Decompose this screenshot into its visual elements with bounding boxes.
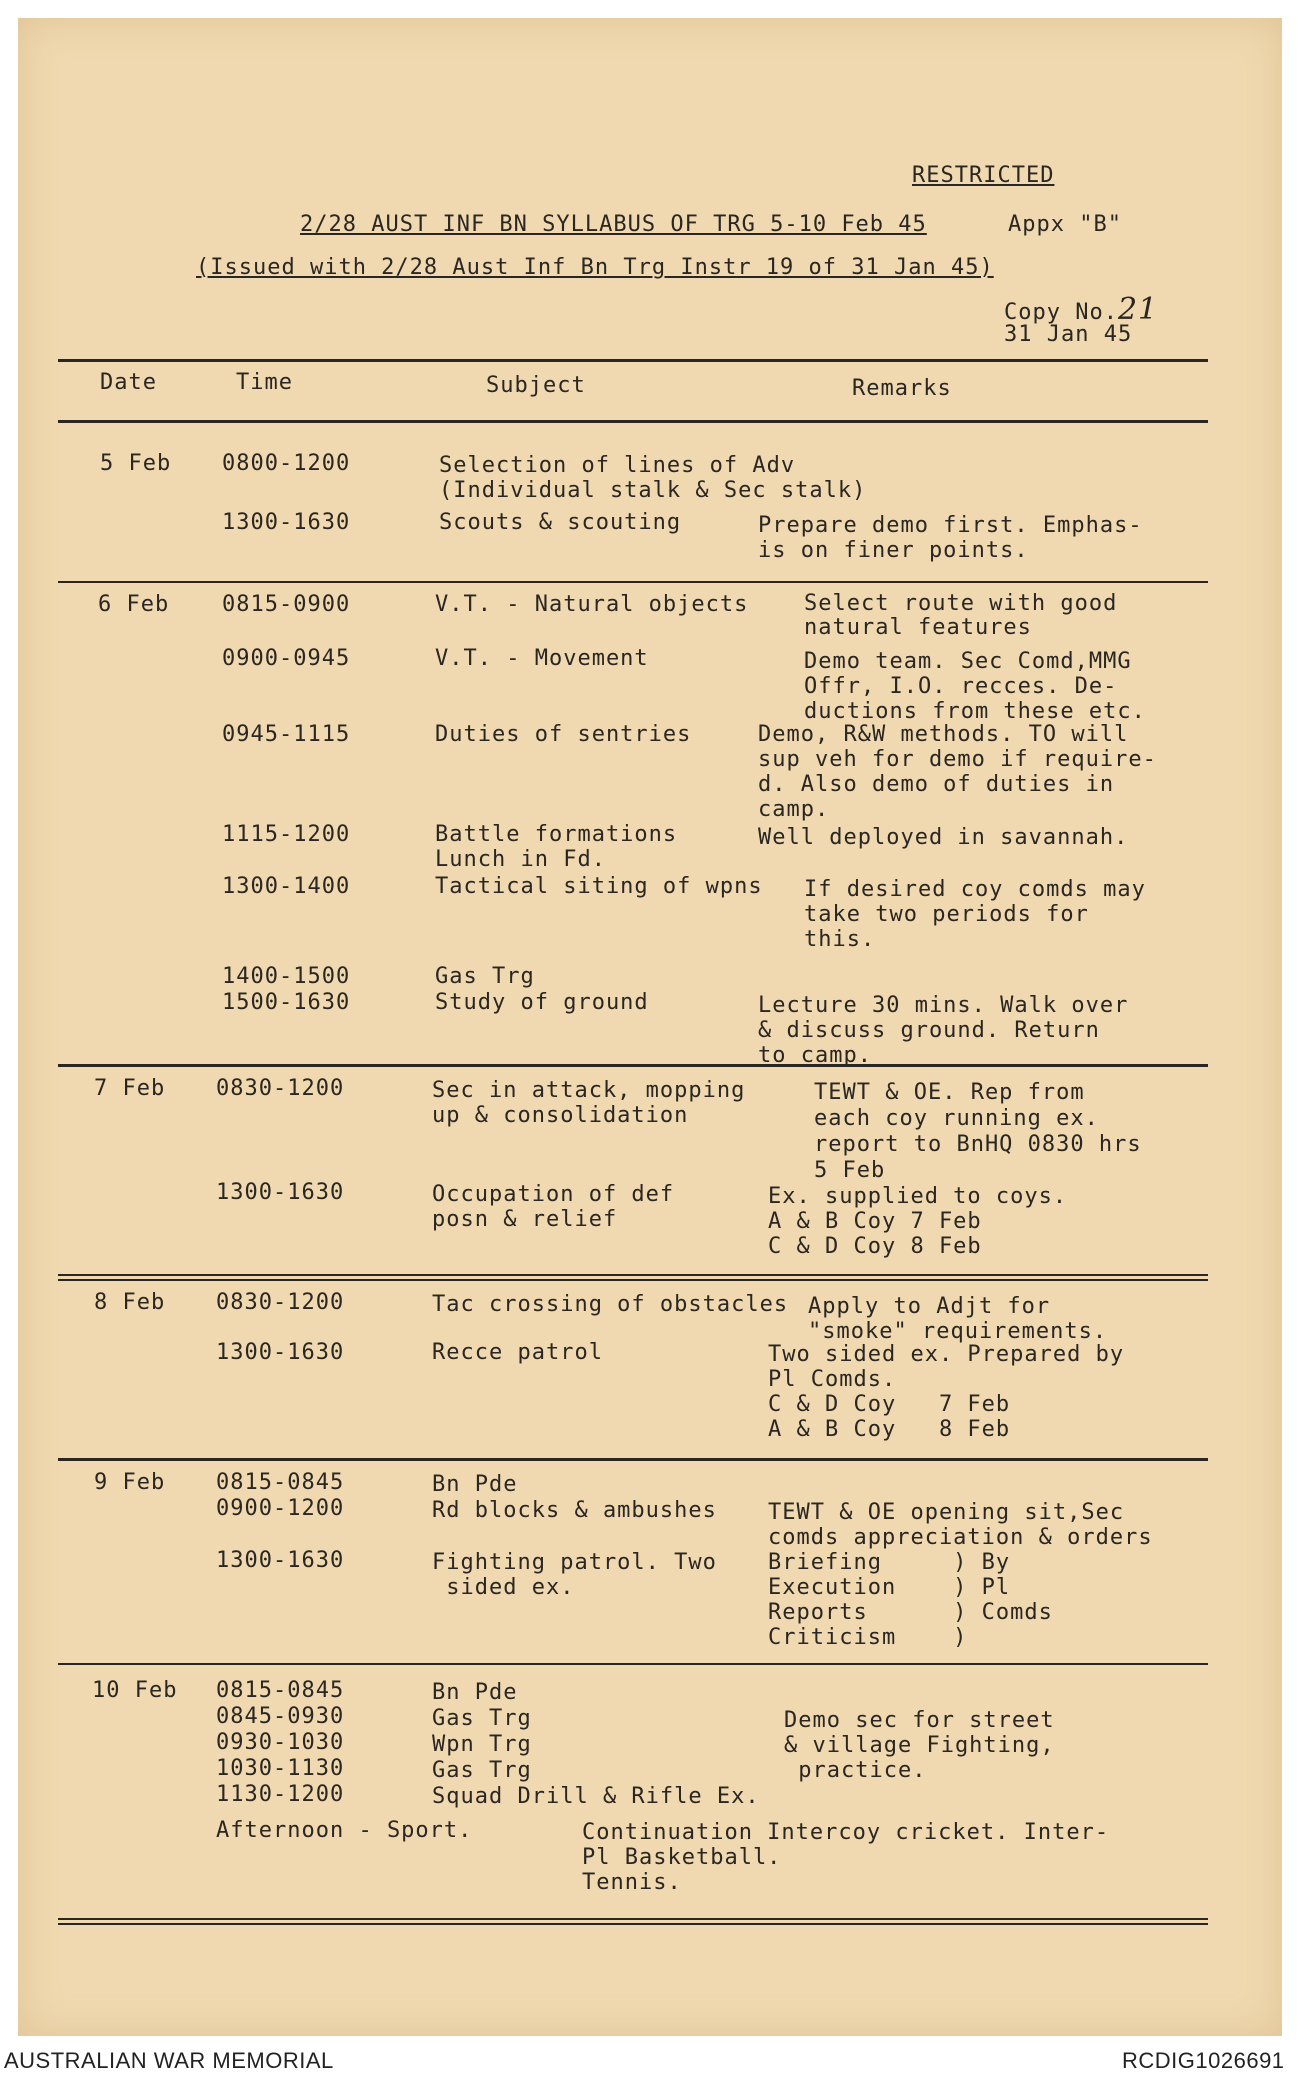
- row-time: 1300-1630: [216, 1340, 345, 1365]
- row-remarks: TEWT & OE. Rep from each coy running ex. report to BnHQ 0830 hrs 5 Feb: [814, 1080, 1142, 1183]
- row-time: 0815-0900: [222, 592, 351, 617]
- row-subject: Bn Pde: [432, 1472, 518, 1497]
- row-subject: V.T. - Natural objects: [435, 592, 749, 617]
- row-subject: Rd blocks & ambushes: [432, 1498, 717, 1523]
- footer-source: AUSTRALIAN WAR MEMORIAL: [4, 2048, 334, 2073]
- row-subject: Gas Trg: [432, 1706, 532, 1731]
- row-time: 0800-1200: [222, 451, 351, 476]
- row-subject: Gas Trg: [435, 964, 535, 989]
- row-subject: Scouts & scouting: [439, 510, 682, 535]
- row-time: 1300-1630: [222, 510, 351, 535]
- row-subject: Tac crossing of obstacles: [432, 1292, 789, 1317]
- row-remarks: Demo, R&W methods. TO will sup veh for demo if require- d. Also demo of duties in camp.: [758, 722, 1157, 822]
- row-remarks: Two sided ex. Prepared by Pl Comds. C & D Coy 7 Feb A & B Coy 8 Feb: [768, 1342, 1125, 1442]
- row-time: 0930-1030: [216, 1730, 345, 1755]
- row-time: 0900-1200: [216, 1496, 345, 1521]
- row-remarks: Select route with good natural features: [804, 591, 1118, 640]
- row-time: 0845-0930: [216, 1704, 345, 1729]
- footer-identifier: RCDIG1026691: [1122, 2048, 1285, 2073]
- row-subject: Occupation of def posn & relief: [432, 1182, 675, 1232]
- row-remarks: Demo team. Sec Comd,MMG Offr, I.O. recces. De- ductions from these etc.: [804, 649, 1146, 724]
- row-subject: Study of ground: [435, 990, 649, 1015]
- row-time: 1300-1400: [222, 874, 351, 899]
- column-header-subject: Subject: [486, 373, 586, 398]
- document-subtitle: (Issued with 2/28 Aust Inf Bn Trg Instr 19 of 31 Jan 45): [196, 255, 994, 280]
- day-divider: [58, 1458, 1208, 1461]
- row-time: 0815-0845: [216, 1678, 345, 1703]
- day-date: 6 Feb: [98, 592, 170, 617]
- day-divider: [58, 1274, 1208, 1281]
- row-time: 0900-0945: [222, 646, 351, 671]
- day-date: 7 Feb: [94, 1076, 166, 1101]
- row-remarks: TEWT & OE opening sit,Sec comds appreciation & orders: [768, 1500, 1153, 1550]
- afternoon-entry: Afternoon - Sport.: [216, 1818, 473, 1843]
- row-time: 1300-1630: [216, 1548, 345, 1573]
- classification-label: RESTRICTED: [912, 163, 1055, 188]
- row-subject: Duties of sentries: [435, 722, 692, 747]
- row-time: 1400-1500: [222, 964, 351, 989]
- row-subject: Sec in attack, mopping up & consolidation: [432, 1078, 746, 1128]
- row-subject: Tactical siting of wpns: [435, 874, 763, 899]
- row-subject: Bn Pde: [432, 1680, 518, 1705]
- row-remarks: Prepare demo first. Emphas- is on finer points.: [758, 513, 1143, 563]
- copy-label: Copy No.: [1004, 300, 1118, 325]
- row-time: 0945-1115: [222, 722, 351, 747]
- day-date: 8 Feb: [94, 1290, 166, 1315]
- row-time: 1300-1630: [216, 1180, 345, 1205]
- day-divider: [58, 581, 1208, 583]
- day-date: 9 Feb: [94, 1470, 166, 1495]
- row-remarks: Well deployed in savannah.: [758, 825, 1129, 850]
- column-header-remarks: Remarks: [852, 376, 952, 401]
- row-time: 1500-1630: [222, 990, 351, 1015]
- row-remarks: Lecture 30 mins. Walk over & discuss ground. Return to camp.: [758, 993, 1129, 1068]
- row-time: 1115-1200: [222, 822, 351, 847]
- afternoon-remarks: Continuation Intercoy cricket. Inter- Pl Basketball. Tennis.: [582, 1820, 1110, 1895]
- day-date: 10 Feb: [92, 1678, 178, 1703]
- row-subject: Wpn Trg: [432, 1732, 532, 1757]
- row-subject: Recce patrol: [432, 1340, 603, 1365]
- column-header-time: Time: [236, 370, 293, 395]
- document-title: 2/28 AUST INF BN SYLLABUS OF TRG 5-10 Feb 45: [300, 212, 927, 237]
- row-time: 0830-1200: [216, 1076, 345, 1101]
- day-date: 5 Feb: [100, 451, 172, 476]
- appendix-label: Appx "B": [1008, 212, 1122, 237]
- copy-number-handwritten: 21: [1117, 292, 1159, 327]
- row-remarks: If desired coy comds may take two periods for this.: [804, 877, 1146, 952]
- row-time: 0830-1200: [216, 1290, 345, 1315]
- day-divider: [58, 1064, 1208, 1067]
- row-subject: Battle formations Lunch in Fd.: [435, 822, 678, 872]
- row-remarks: Briefing ) By Execution ) Pl Reports ) Comds Criticism ): [768, 1550, 1053, 1650]
- header-bottom-rule: [58, 420, 1208, 423]
- row-remarks: Demo sec for street & village Fighting, practice.: [784, 1708, 1055, 1783]
- row-subject: Gas Trg: [432, 1758, 532, 1783]
- column-header-date: Date: [100, 370, 157, 395]
- issue-date: 31 Jan 45: [1004, 322, 1133, 347]
- row-time: 0815-0845: [216, 1470, 345, 1495]
- day-divider: [58, 1663, 1208, 1665]
- row-remarks: Ex. supplied to coys. A & B Coy 7 Feb C & D Coy 8 Feb: [768, 1184, 1068, 1259]
- table-bottom-rule: [58, 1918, 1208, 1925]
- table-top-rule: [58, 359, 1208, 362]
- row-time: 1130-1200: [216, 1782, 345, 1807]
- document-page: [18, 18, 1282, 2036]
- row-subject: Fighting patrol. Two sided ex.: [432, 1550, 717, 1600]
- row-subject: Selection of lines of Adv (Individual stalk & Sec stalk): [439, 453, 867, 503]
- row-subject: V.T. - Movement: [435, 646, 649, 671]
- row-remarks: Apply to Adjt for "smoke" requirements.: [808, 1294, 1108, 1344]
- row-subject: Squad Drill & Rifle Ex.: [432, 1784, 760, 1809]
- row-time: 1030-1130: [216, 1756, 345, 1781]
